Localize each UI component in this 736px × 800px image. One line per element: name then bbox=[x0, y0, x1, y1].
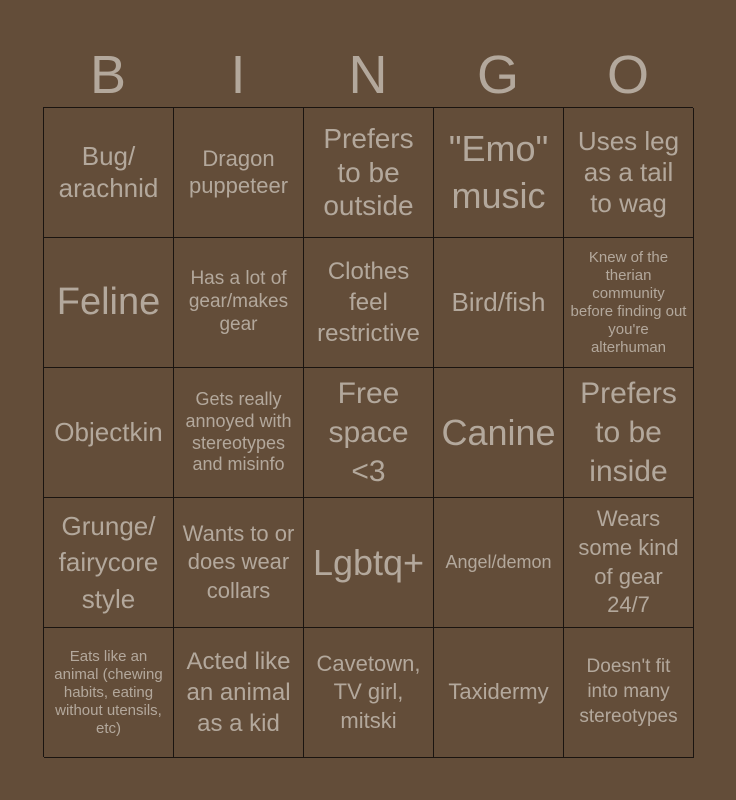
header-letter-o: O bbox=[606, 45, 649, 105]
bingo-cell[interactable]: Doesn't fit into many stereotypes bbox=[564, 628, 694, 758]
bingo-cell[interactable]: Dragon puppeteer bbox=[174, 108, 304, 238]
bingo-cell[interactable]: Wears some kind of gear 24/7 bbox=[564, 498, 694, 628]
bingo-cell[interactable]: Canine bbox=[434, 368, 564, 498]
bingo-cell[interactable]: Wants to or does wear collars bbox=[174, 498, 304, 628]
bingo-cell[interactable]: Cavetown, TV girl, mitski bbox=[304, 628, 434, 758]
bingo-cell[interactable]: Feline bbox=[44, 238, 174, 368]
bingo-cell[interactable]: Bird/fish bbox=[434, 238, 564, 368]
header-letter-g: G bbox=[476, 45, 519, 105]
bingo-cell[interactable]: Prefers to be outside bbox=[304, 108, 434, 238]
bingo-cell[interactable]: Prefers to be inside bbox=[564, 368, 694, 498]
bingo-cell[interactable]: Objectkin bbox=[44, 368, 174, 498]
bingo-cell[interactable]: Knew of the therian community before finding out you're alterhuman bbox=[564, 238, 694, 368]
bingo-cell[interactable]: Angel/demon bbox=[434, 498, 564, 628]
header-letter-i: I bbox=[230, 45, 246, 105]
bingo-grid bbox=[43, 107, 693, 757]
bingo-cell[interactable]: Free space <3 bbox=[304, 368, 434, 498]
bingo-cell[interactable]: Lgbtq+ bbox=[304, 498, 434, 628]
header-letter-n: N bbox=[348, 45, 388, 105]
bingo-cell[interactable]: Has a lot of gear/makes gear bbox=[174, 238, 304, 368]
bingo-cell[interactable]: Grunge/ fairycore style bbox=[44, 498, 174, 628]
bingo-cell[interactable]: Uses leg as a tail to wag bbox=[564, 108, 694, 238]
bingo-cell[interactable]: "Emo" music bbox=[434, 108, 564, 238]
bingo-cell[interactable]: Gets really annoyed with stereotypes and misinfo bbox=[174, 368, 304, 498]
bingo-cell[interactable]: Taxidermy bbox=[434, 628, 564, 758]
bingo-cell[interactable]: Acted like an animal as a kid bbox=[174, 628, 304, 758]
bingo-header bbox=[43, 44, 693, 106]
bingo-cell[interactable]: Clothes feel restrictive bbox=[304, 238, 434, 368]
bingo-cell[interactable]: Bug/ arachnid bbox=[44, 108, 174, 238]
bingo-cell[interactable]: Eats like an animal (chewing habits, eating without utensils, etc) bbox=[44, 628, 174, 758]
header-letter-b: B bbox=[89, 45, 127, 105]
